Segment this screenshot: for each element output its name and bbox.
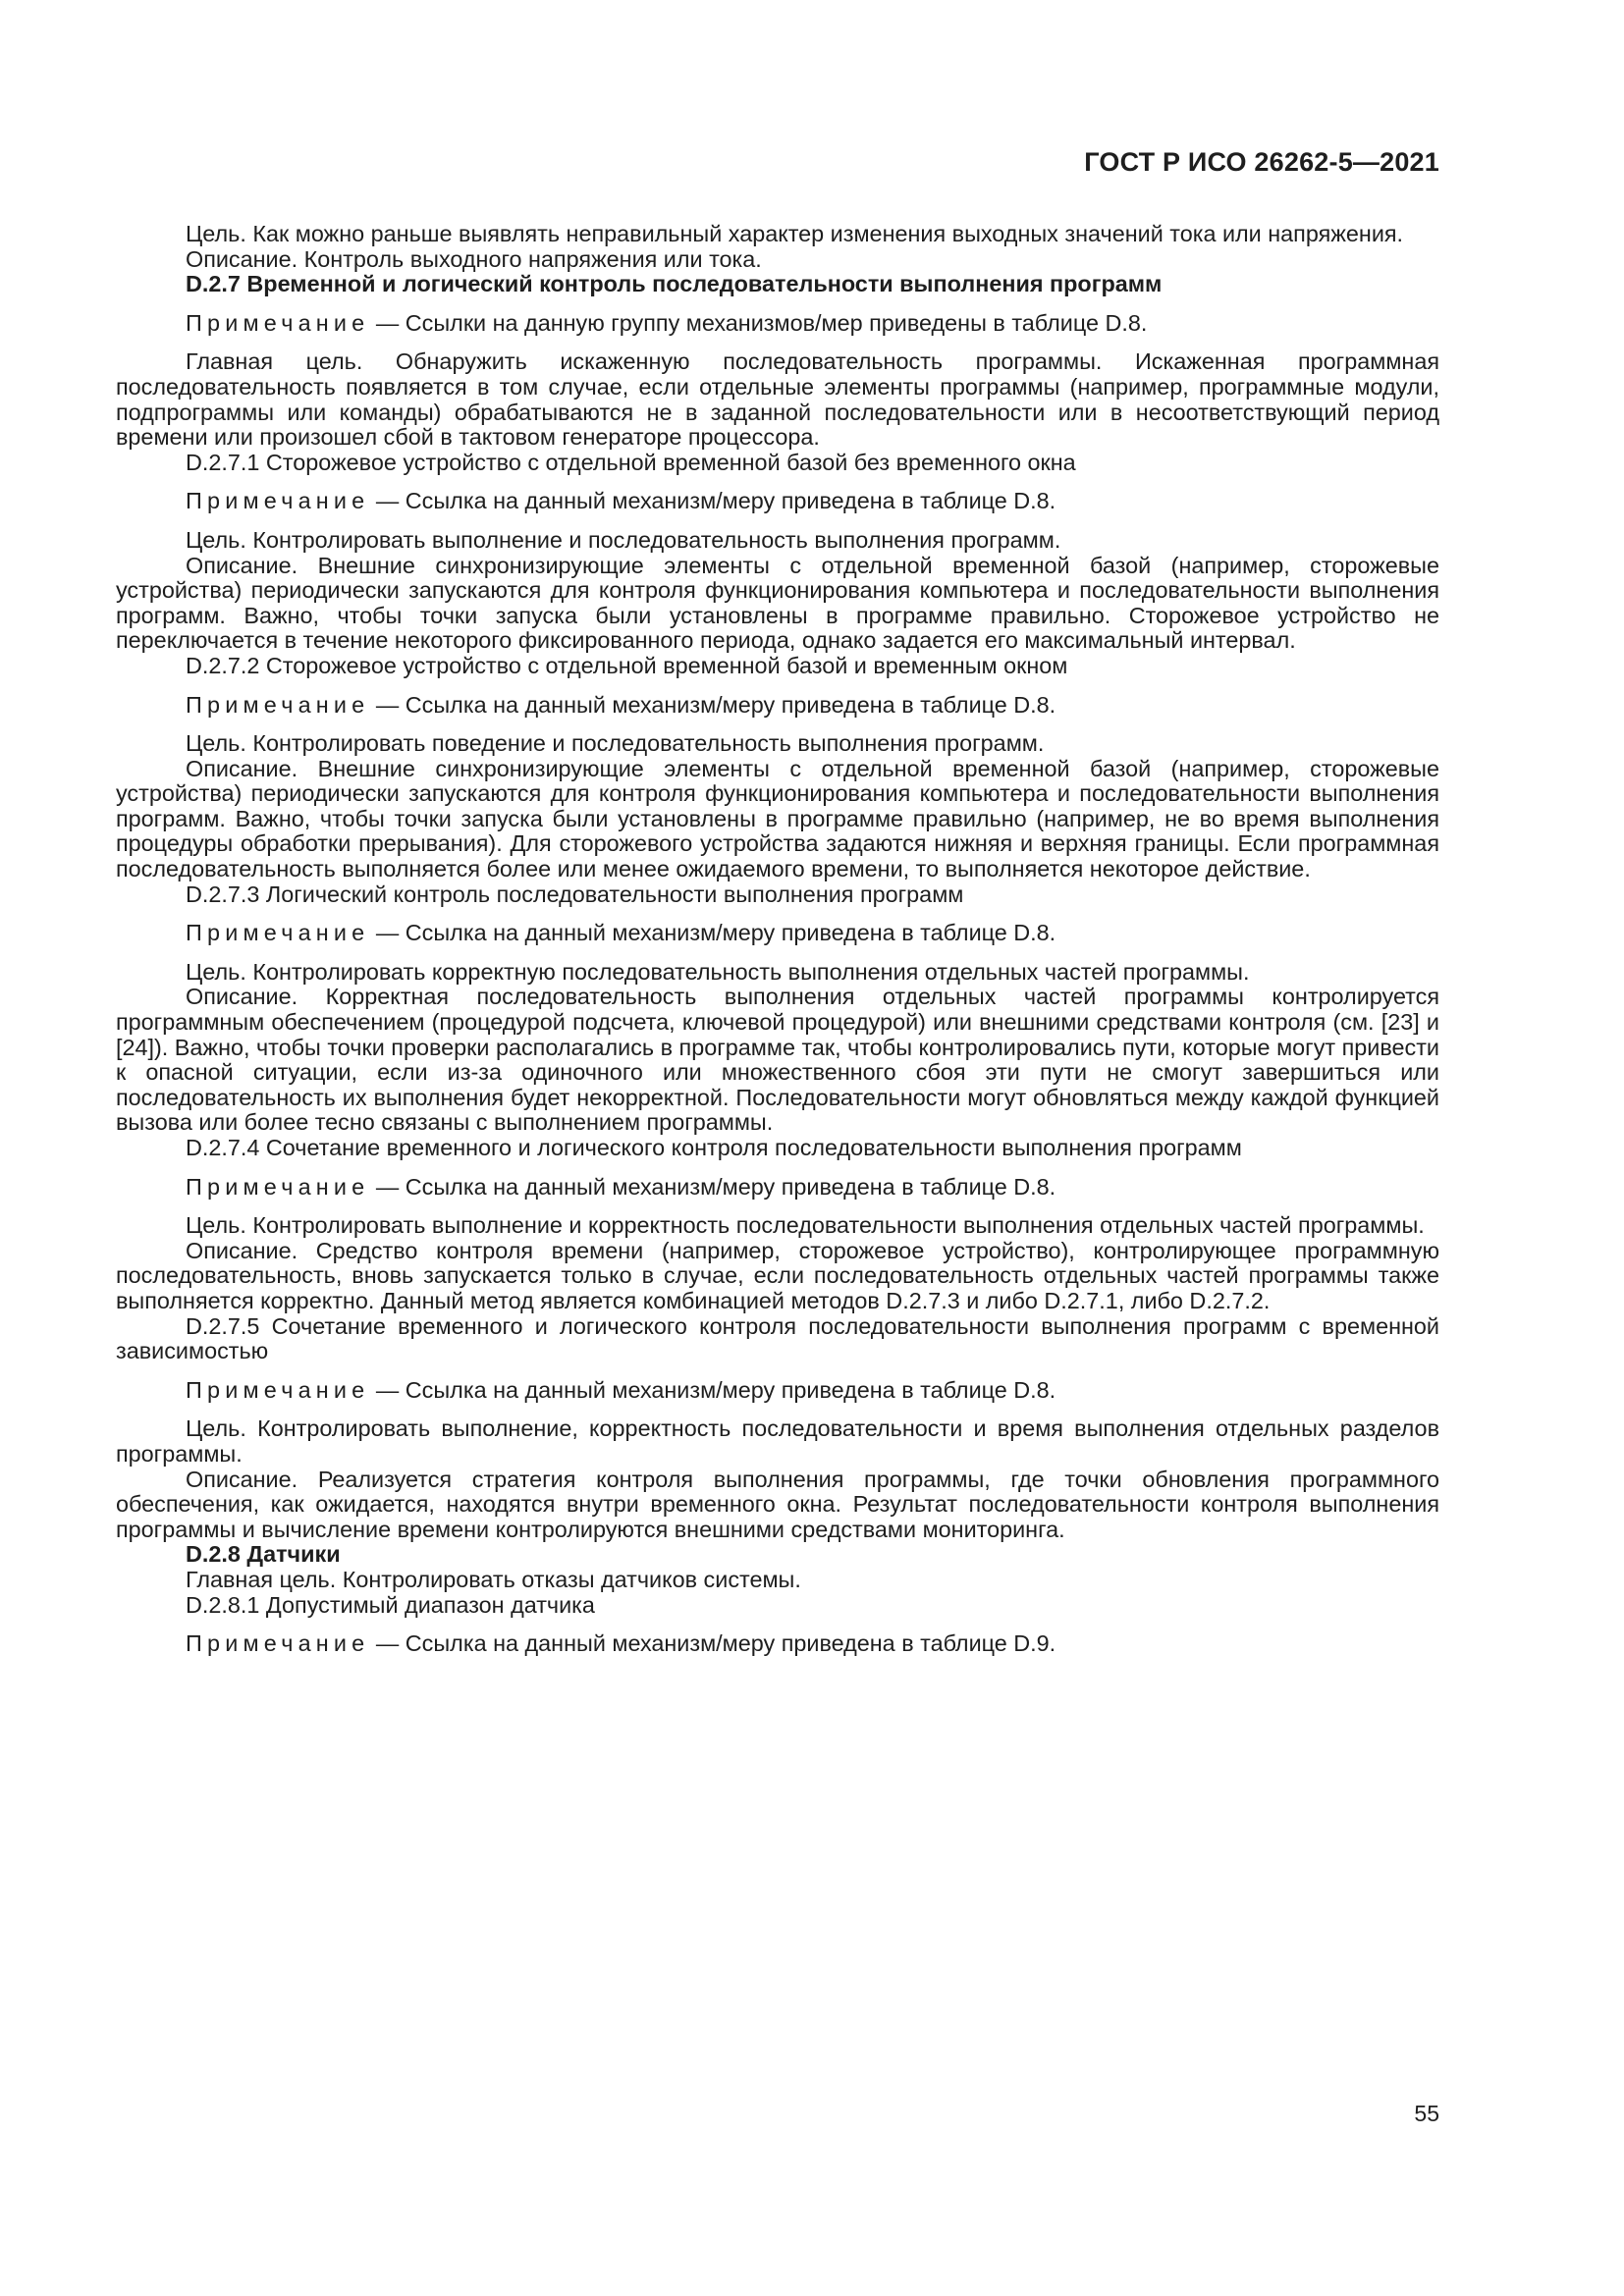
body-paragraph: Описание. Корректная последовательность выполнения отдельных частей программы контролируется программным обеспечением (процедурой подсчета, ключевой процедурой) или внешними средствами контроля (см. [23] и [24]). Важно, чтобы точки проверки располагались в программе так, чтобы контролировались пути, которые могут привести к опасной ситуации, если из-за одиночного или множественного сбоя эти пути не смогут завершиться или последовательность их выполнения будет некорректной. Последовательности могут обновляться между каждой функцией вызова или более тесно связаны с выполнением программы. bbox=[116, 984, 1439, 1136]
body-paragraph: D.2.8.1 Допустимый диапазон датчика bbox=[186, 1591, 595, 1618]
document-header: ГОСТ Р ИСО 26262-5—2021 bbox=[1084, 147, 1439, 177]
note-label: Примечание bbox=[186, 488, 370, 514]
body-paragraph: Описание. Контроль выходного напряжения или тока. bbox=[186, 245, 762, 272]
note-dash: — bbox=[375, 309, 400, 336]
note-text: Ссылка на данный механизм/меру приведена в таблице D.8. bbox=[405, 920, 1056, 946]
body-paragraph: Цель. Контролировать корректную последовательность выполнения отдельных частей программы. bbox=[186, 958, 1250, 985]
note-text: Ссылка на данный механизм/меру приведена в таблице D.9. bbox=[405, 1630, 1056, 1657]
note-paragraph bbox=[116, 921, 1439, 946]
body-paragraph: Цель. Контролировать выполнение и последовательность выполнения программ. bbox=[186, 526, 1061, 553]
body-paragraph: Цель. Как можно раньше выявлять неправильный характер изменения выходных значений тока или напряжения. bbox=[186, 221, 1404, 246]
body-paragraph: Описание. Внешние синхронизирующие элементы с отдельной временной базой (например, сторожевые устройства) периодически запускаются для контроля функционирования компьютера и последовательности выполнения программ. Важно, чтобы точки запуска были установлены в программе правильно (например, не во время выполнения процедуры обработки прерывания). Для сторожевого устройства задаются нижняя и верхняя границы. Если программная последовательность выполняется более или менее ожидаемого времени, то выполняется некоторое действие. bbox=[116, 755, 1439, 882]
body-paragraph: D.2.7.2 Сторожевое устройство с отдельной временной базой и временным окном bbox=[186, 652, 1068, 678]
note-text: Ссылка на данный механизм/меру приведена в таблице D.8. bbox=[405, 1376, 1056, 1403]
section-heading: D.2.8 Датчики bbox=[186, 1541, 341, 1568]
body-paragraph: Главная цель. Обнаружить искаженную последовательность программы. Искаженная программная последовательность появляется в том случае, если отдельные элементы программы (например, программные модули, подпрограммы или команды) обрабатываются не в заданной последовательности или в несоответствующий период времени или произошел сбой в тактовом генераторе процессора. bbox=[116, 348, 1439, 451]
note-dash: — bbox=[375, 1173, 400, 1200]
body-paragraph: D.2.7.3 Логический контроль последовательности выполнения программ bbox=[186, 881, 964, 907]
note-text: Ссылка на данный механизм/меру приведена в таблице D.8. bbox=[405, 488, 1056, 514]
note-dash: — bbox=[375, 920, 400, 946]
note-dash: — bbox=[375, 691, 400, 718]
body-paragraph: Цель. Контролировать выполнение, корректность последовательности и время выполнения отдельных разделов программы. bbox=[116, 1415, 1439, 1467]
note-text: Ссылка на данный механизм/меру приведена в таблице D.8. bbox=[405, 1173, 1056, 1200]
body-paragraph: Цель. Контролировать выполнение и корректность последовательности выполнения отдельных частей программы. bbox=[186, 1212, 1425, 1239]
note-text: Ссылки на данную группу механизмов/мер приведены в таблице D.8. bbox=[405, 309, 1148, 336]
note-label: Примечание bbox=[186, 691, 370, 718]
body-paragraph: Описание. Средство контроля времени (например, сторожевое устройство), контролирующее программную последовательность, вновь запускается только в случае, если последовательность отдельных частей программы также выполняется корректно. Данный метод является комбинацией методов D.2.7.3 и либо D.2.7.1, либо D.2.7.2. bbox=[116, 1237, 1439, 1313]
body-paragraph: D.2.7.5 Сочетание временного и логического контроля последовательности выполнения программ с временной зависимостью bbox=[116, 1312, 1439, 1364]
note-paragraph bbox=[116, 1631, 1439, 1657]
note-label: Примечание bbox=[186, 1376, 370, 1403]
section-heading: D.2.7 Временной и логический контроль последовательности выполнения программ bbox=[186, 271, 1163, 297]
page-number: 55 bbox=[1414, 2101, 1439, 2126]
body-paragraph: D.2.7.1 Сторожевое устройство с отдельной временной базой без временного окна bbox=[186, 449, 1076, 475]
note-label: Примечание bbox=[186, 309, 370, 336]
note-dash: — bbox=[375, 488, 400, 514]
note-paragraph bbox=[116, 489, 1439, 514]
note-label: Примечание bbox=[186, 920, 370, 946]
note-label: Примечание bbox=[186, 1630, 370, 1657]
note-dash: — bbox=[375, 1630, 400, 1657]
body-paragraph: Описание. Внешние синхронизирующие элементы с отдельной временной базой (например, сторожевые устройства) периодически запускаются для контроля функционирования компьютера и последовательности выполнения программ. Важно, чтобы точки запуска были установлены в программе правильно. Сторожевое устройство не переключается в течение некоторого фиксированного периода, однако задается его максимальный интервал. bbox=[116, 552, 1439, 654]
note-label: Примечание bbox=[186, 1173, 370, 1200]
note-paragraph bbox=[116, 311, 1439, 337]
note-text: Ссылка на данный механизм/меру приведена в таблице D.8. bbox=[405, 691, 1056, 718]
body-paragraph: Цель. Контролировать поведение и последовательность выполнения программ. bbox=[186, 730, 1045, 757]
body-paragraph: D.2.7.4 Сочетание временного и логического контроля последовательности выполнения программ bbox=[186, 1135, 1242, 1160]
note-paragraph bbox=[116, 693, 1439, 719]
body-paragraph: Главная цель. Контролировать отказы датчиков системы. bbox=[186, 1566, 801, 1592]
note-paragraph bbox=[116, 1175, 1439, 1201]
note-dash: — bbox=[375, 1376, 400, 1403]
document-body bbox=[116, 222, 1439, 1671]
body-paragraph: Описание. Реализуется стратегия контроля выполнения программы, где точки обновления программного обеспечения, как ожидается, находятся внутри временного окна. Результат последовательности контроля выполнения программы и вычисление времени контролируются внешними средствами мониторинга. bbox=[116, 1466, 1439, 1542]
note-paragraph bbox=[116, 1378, 1439, 1404]
